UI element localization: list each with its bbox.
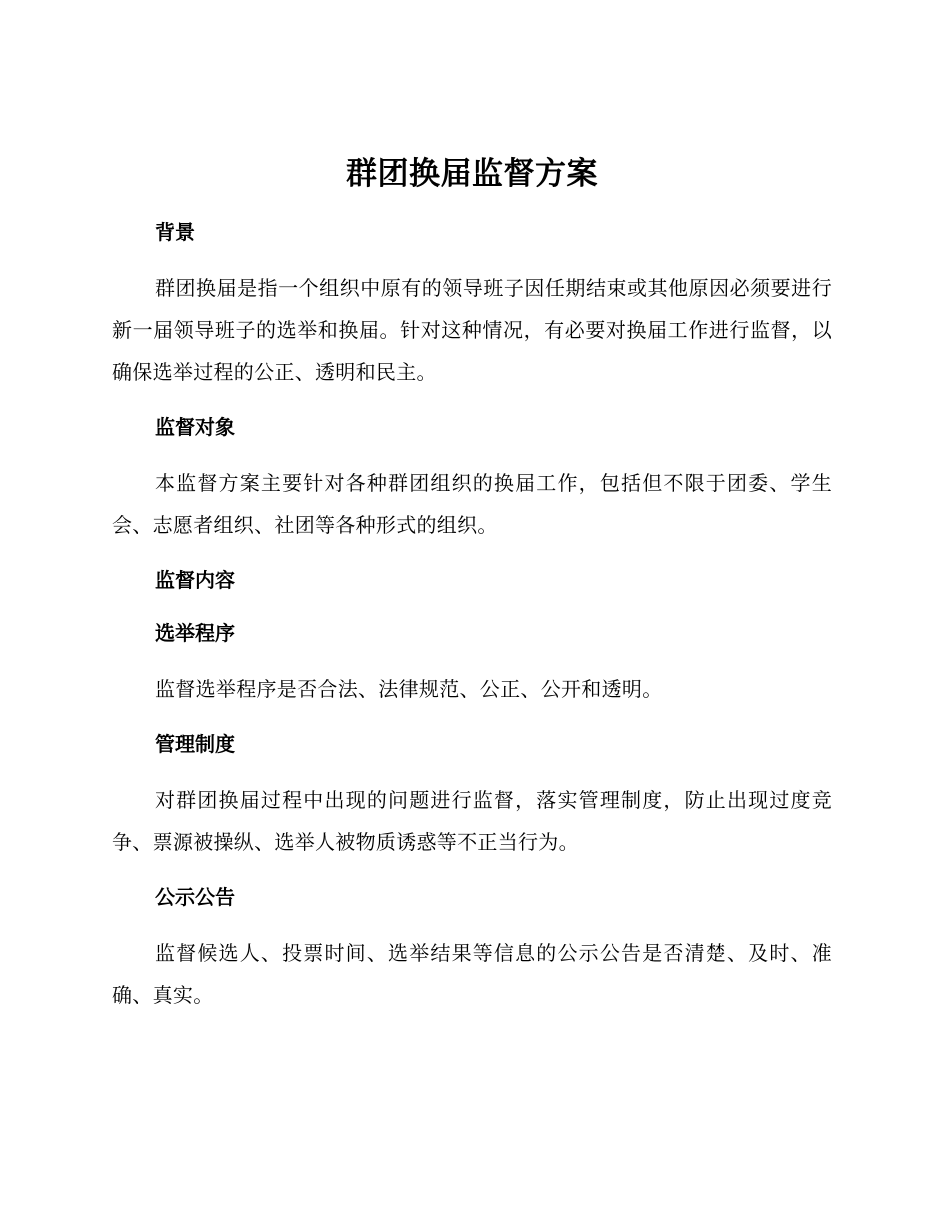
section-heading-management: 管理制度 — [155, 732, 235, 756]
section-text-procedure: 监督选举程序是否合法、法律规范、公正、公开和透明。 — [155, 677, 663, 701]
section-heading-targets: 监督对象 — [155, 415, 235, 439]
section-text-management: 对群团换届过程中出现的问题进行监督，落实管理制度，防止出现过度竞争、票源被操纵、选举人被物质诱惑等不正当行为。 — [112, 788, 832, 854]
section-text-background: 群团换届是指一个组织中原有的领导班子因任期结束或其他原因必须要进行新一届领导班子的选举和换届。针对这种情况，有必要对换届工作进行监督，以确保选举过程的公正、透明和民主。 — [112, 276, 832, 384]
section-text-announcement: 监督候选人、投票时间、选举结果等信息的公示公告是否清楚、及时、准确、真实。 — [112, 941, 832, 1007]
section-text-targets: 本监督方案主要针对各种群团组织的换届工作，包括但不限于团委、学生会、志愿者组织、社团等各种形式的组织。 — [112, 471, 832, 537]
section-heading-procedure: 选举程序 — [155, 621, 235, 645]
section-heading-content: 监督内容 — [155, 568, 235, 592]
document-title: 群团换届监督方案 — [346, 156, 598, 192]
section-heading-announcement: 公示公告 — [155, 885, 235, 909]
section-heading-background: 背景 — [155, 220, 195, 244]
document-page — [112, 148, 832, 1032]
